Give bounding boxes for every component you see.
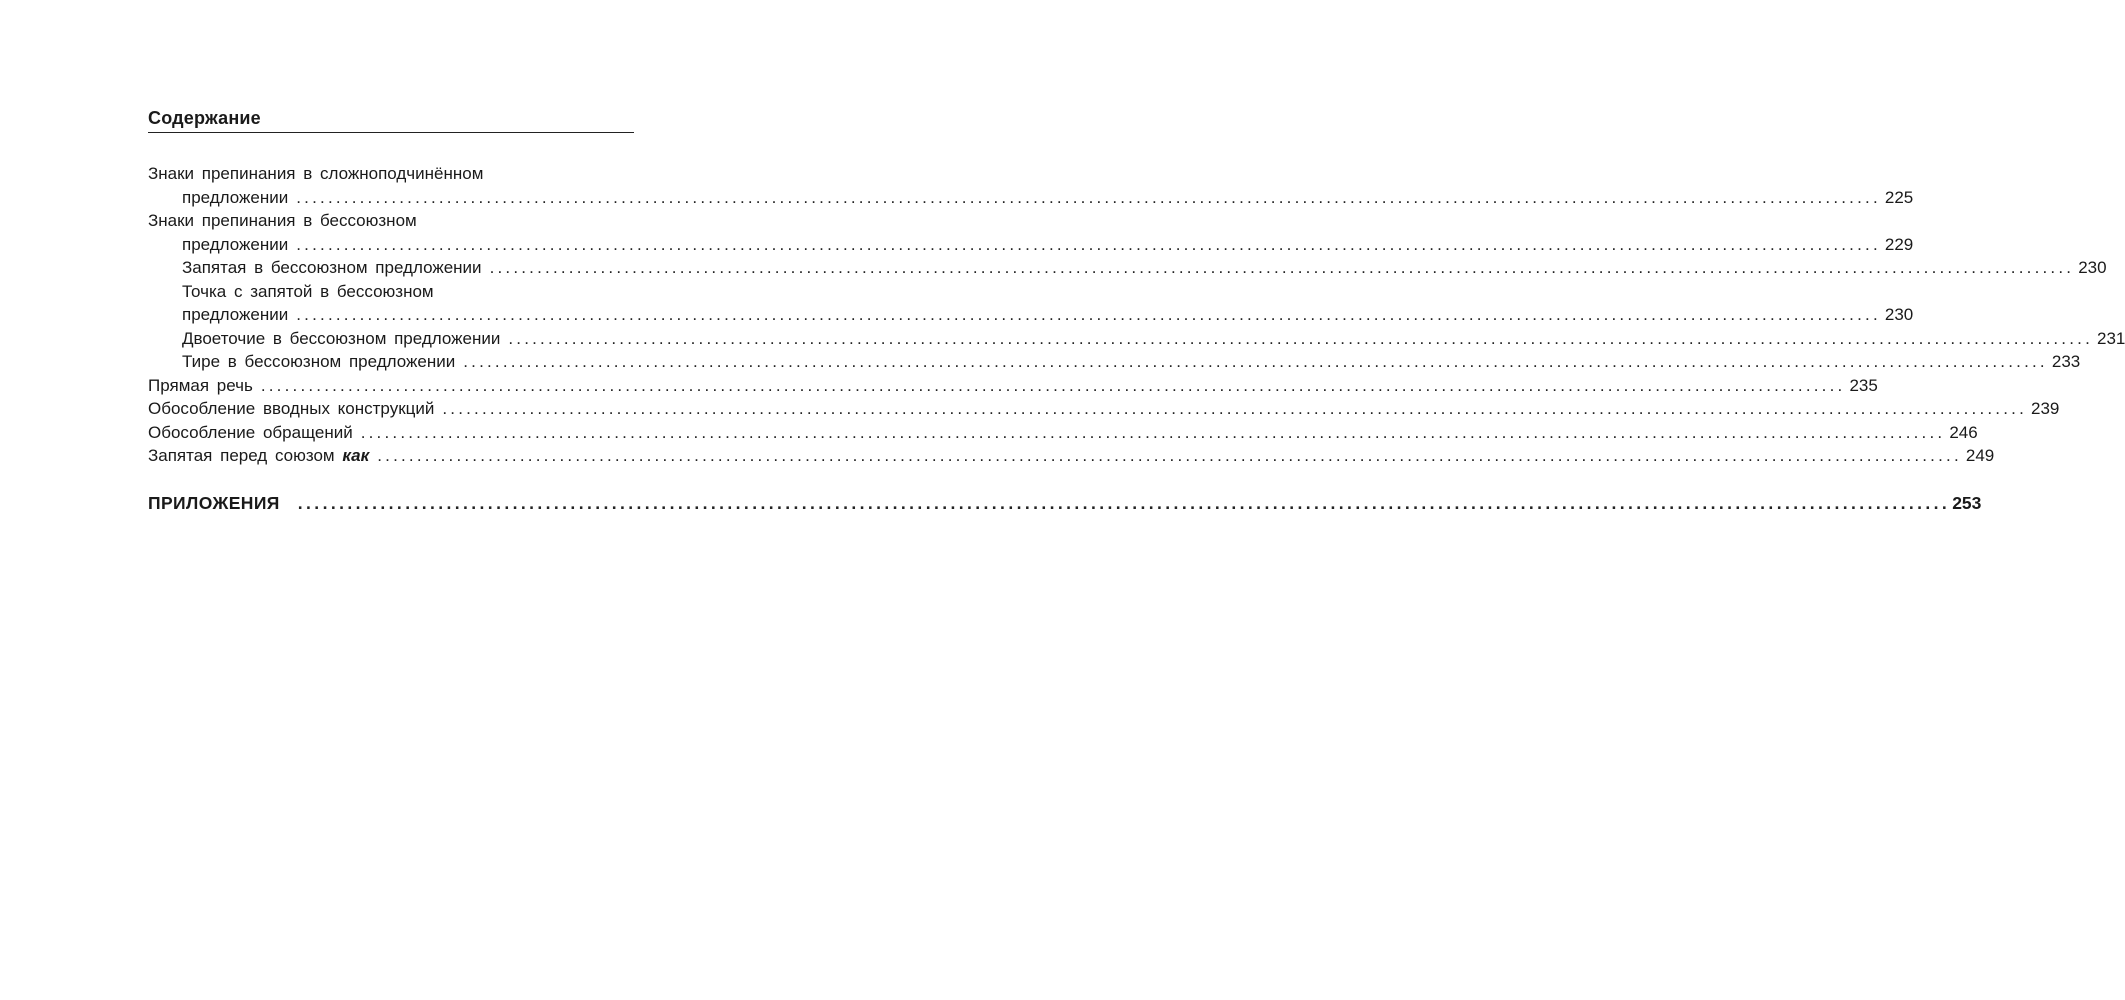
- toc-entry-appendix: [148, 492, 1982, 516]
- toc-entry-title: Знаки препинания в сложноподчинённом: [148, 164, 484, 183]
- toc-entry-title: ПРИЛОЖЕНИЯ: [148, 492, 280, 513]
- dot-leader: ........................................................................................................................................................................................................: [296, 187, 1881, 207]
- toc-entry-title: [148, 444, 369, 468]
- toc-entry-page: 253: [1952, 492, 1982, 513]
- toc-entry-title: Запятая в бессоюзном предложении: [182, 258, 482, 277]
- toc-entry: [148, 233, 1914, 257]
- toc-entry-page: 233: [2051, 352, 2081, 371]
- toc-entry: [148, 186, 1914, 210]
- toc-entry-page: 246: [1949, 422, 1978, 442]
- toc-entry-title-text: Запятая перед союзом: [148, 446, 335, 465]
- toc-entry-title: предложении: [182, 234, 289, 254]
- toc-entry: [148, 397, 2060, 421]
- toc-entry-title: Точка с запятой в бессоюзном: [182, 281, 434, 301]
- dot-leader: ........................................................................................................................................................................................................: [360, 422, 1946, 442]
- toc-entry: [148, 280, 634, 304]
- dot-leader: ........................................................................................................................................................................................................: [463, 352, 2048, 371]
- heading-rule: [148, 132, 634, 133]
- toc-entry-page: 249: [1965, 446, 1995, 465]
- dot-leader: ........................................................................................................................................................................................................: [442, 399, 2027, 418]
- toc-entry-page: 230: [2078, 258, 2107, 277]
- toc-entry-page: 235: [1849, 375, 1878, 395]
- toc-entry-page: 231: [2097, 328, 2125, 348]
- toc-entry-title: Обособление обращений: [148, 422, 353, 442]
- dot-leader: ........................................................................................................................................................................................................: [377, 446, 1962, 465]
- toc-entry-title: Двоеточие в бессоюзном предложении: [182, 328, 501, 348]
- emphasized-word: как: [342, 446, 370, 465]
- dot-leader: ........................................................................................................................................................................................................: [260, 375, 1846, 395]
- toc-entry-title: Тире в бессоюзном предложении: [182, 352, 456, 371]
- toc-entry-title: предложении: [182, 305, 289, 324]
- toc-entry-title: предложении: [182, 187, 289, 207]
- toc-entry: [148, 256, 2107, 280]
- toc-entry: [148, 374, 1878, 398]
- dot-leader: ........................................................................................................................................................................................................: [296, 234, 1881, 254]
- toc-entry: [148, 303, 1914, 327]
- toc-entry-page: 225: [1884, 187, 1914, 207]
- toc-entry-page: 229: [1884, 234, 1914, 254]
- dot-leader: ........................................................................................................................................................................................................: [489, 258, 2075, 277]
- toc-heading: Содержание: [148, 108, 261, 128]
- toc-entry: [148, 209, 634, 233]
- toc-entry: [148, 350, 2081, 374]
- toc-page: [148, 0, 2125, 1000]
- dot-leader: ........................................................................................................................................................................................................: [296, 305, 1881, 324]
- toc-entry: [148, 327, 2125, 351]
- toc-list: [148, 162, 2125, 515]
- toc-entry: [148, 421, 1978, 445]
- dot-leader: ........................................................................................................................................................................................................: [508, 328, 2093, 348]
- toc-entry-page: 239: [2031, 399, 2060, 418]
- toc-entry-title: Знаки препинания в бессоюзном: [148, 211, 417, 230]
- toc-entry: [148, 162, 634, 186]
- toc-entry-title: Обособление вводных конструкций: [148, 399, 435, 418]
- toc-entry-title: Прямая речь: [148, 375, 253, 395]
- dot-leader: ........................................................................................................................................................................................................: [297, 492, 1951, 513]
- toc-entry-page: 230: [1884, 305, 1914, 324]
- toc-entry: [148, 444, 1995, 468]
